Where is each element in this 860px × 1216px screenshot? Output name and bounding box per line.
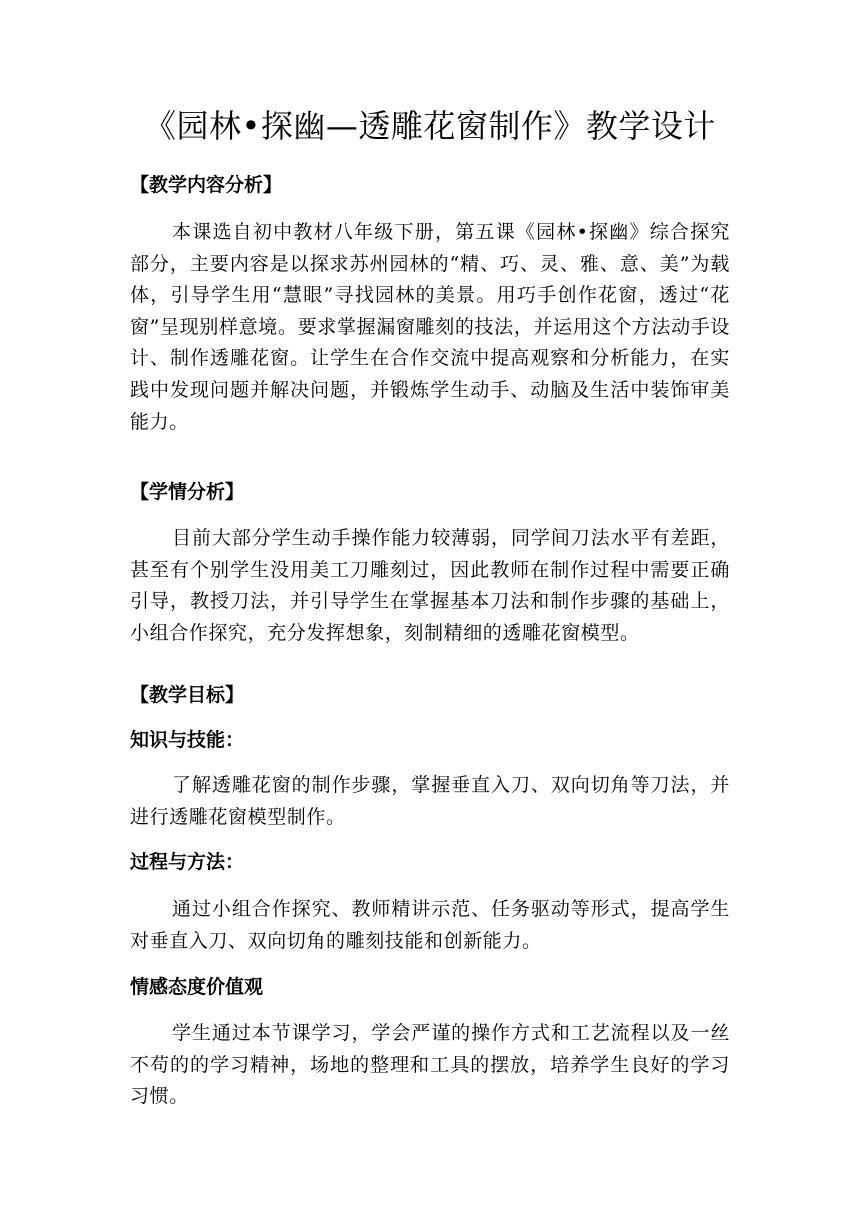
subheading-process-methods: 过程与方法： — [130, 851, 245, 873]
subheading-emotion-values: 情感态度价值观 — [130, 976, 264, 998]
paragraph-knowledge-skills: 了解透雕花窗的制作步骤，掌握垂直入刀、双向切角等刀法，并进行透雕花窗模型制作。 — [130, 774, 730, 828]
paragraph-process-methods: 通过小组合作探究、教师精讲示范、任务驱动等形式，提高学生对垂直入刀、双向切角的雕刻技能和创新能力。 — [130, 898, 730, 952]
subheading-knowledge-skills: 知识与技能： — [130, 729, 245, 751]
section-heading-student-analysis: 【学情分析】 — [130, 481, 245, 503]
section-heading-content-analysis: 【教学内容分析】 — [130, 174, 283, 196]
section-heading-objectives: 【教学目标】 — [130, 684, 245, 706]
paragraph-emotion-values: 学生通过本节课学习，学会严谨的操作方式和工艺流程以及一丝不苟的的学习精神，场地的整理和工具的摆放，培养学生良好的学习习惯。 — [130, 1022, 730, 1108]
paragraph-content-analysis: 本课选自初中教材八年级下册，第五课《园林•探幽》综合探究部分，主要内容是以探求苏州园林的“精、巧、灵、雅、意、美”为载体，引导学生用“慧眼”寻找园林的美景。用巧手创作花窗，透过“花窗”呈现别样意境。要求掌握漏窗雕刻的技法，并运用这个方法动手设计、制作透雕花窗。让学生在合作交流中提高观察和分析能力，在实践中发现问题并解决问题，并锻炼学生动手、动脑及生活中装饰审美能力。 — [130, 221, 730, 433]
paragraph-student-analysis: 目前大部分学生动手操作能力较薄弱，同学间刀法水平有差距，甚至有个别学生没用美工刀雕刻过，因此教师在制作过程中需要正确引导，教授刀法，并引导学生在掌握基本刀法和制作步骤的基础上，小组合作探究，充分发挥想象，刻制精细的透雕花窗模型。 — [130, 527, 730, 644]
document-title: 《园林•探幽—透雕花窗制作》教学设计 — [144, 107, 716, 145]
